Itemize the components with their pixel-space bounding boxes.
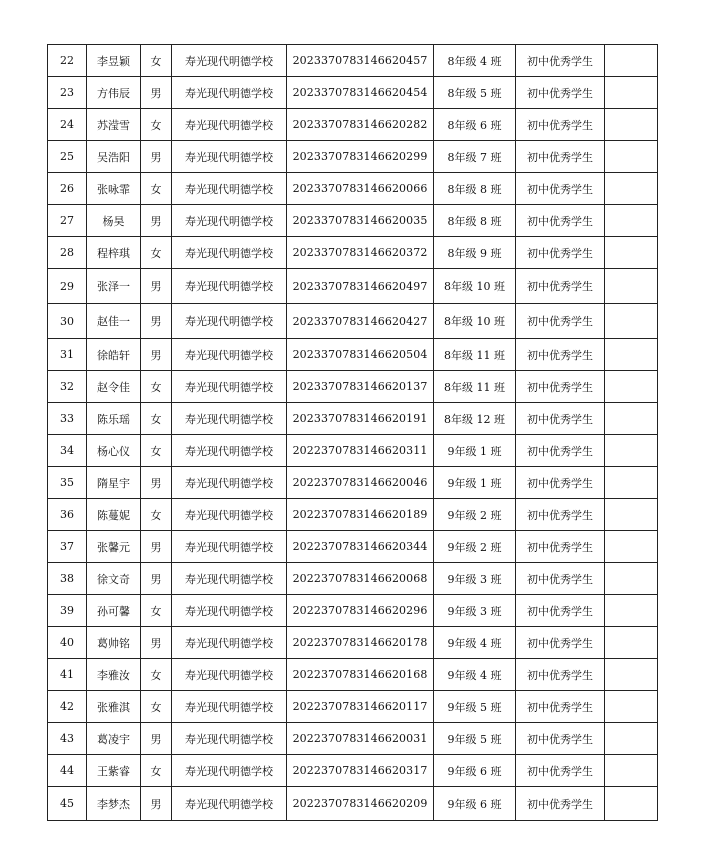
honor-title: 初中优秀学生 bbox=[516, 691, 605, 723]
student-id: 2022370783146620344 bbox=[287, 531, 434, 563]
student-id: 2023370783146620066 bbox=[287, 173, 434, 205]
class-name: 8年级 10 班 bbox=[434, 304, 516, 339]
class-name: 8年级 5 班 bbox=[434, 77, 516, 109]
student-name: 葛帅铭 bbox=[87, 627, 141, 659]
honor-title: 初中优秀学生 bbox=[516, 659, 605, 691]
remarks-cell bbox=[605, 467, 658, 499]
class-name: 8年级 4 班 bbox=[434, 45, 516, 77]
student-id: 2023370783146620372 bbox=[287, 237, 434, 269]
honor-title: 初中优秀学生 bbox=[516, 723, 605, 755]
row-number: 22 bbox=[48, 45, 87, 77]
student-name: 苏滢雪 bbox=[87, 109, 141, 141]
remarks-cell bbox=[605, 627, 658, 659]
student-id: 2023370783146620191 bbox=[287, 403, 434, 435]
class-name: 8年级 11 班 bbox=[434, 371, 516, 403]
school-name: 寿光现代明德学校 bbox=[172, 205, 287, 237]
student-name: 程梓琪 bbox=[87, 237, 141, 269]
student-name: 杨昊 bbox=[87, 205, 141, 237]
student-name: 赵佳一 bbox=[87, 304, 141, 339]
school-name: 寿光现代明德学校 bbox=[172, 45, 287, 77]
class-name: 9年级 3 班 bbox=[434, 595, 516, 627]
school-name: 寿光现代明德学校 bbox=[172, 173, 287, 205]
student-name: 张馨元 bbox=[87, 531, 141, 563]
remarks-cell bbox=[605, 339, 658, 371]
table-row bbox=[48, 339, 658, 371]
student-name: 王紫睿 bbox=[87, 755, 141, 787]
student-id: 2022370783146620168 bbox=[287, 659, 434, 691]
school-name: 寿光现代明德学校 bbox=[172, 787, 287, 821]
class-name: 8年级 12 班 bbox=[434, 403, 516, 435]
school-name: 寿光现代明德学校 bbox=[172, 304, 287, 339]
student-id: 2022370783146620046 bbox=[287, 467, 434, 499]
class-name: 9年级 1 班 bbox=[434, 435, 516, 467]
honor-title: 初中优秀学生 bbox=[516, 45, 605, 77]
remarks-cell bbox=[605, 109, 658, 141]
student-name: 张咏霏 bbox=[87, 173, 141, 205]
school-name: 寿光现代明德学校 bbox=[172, 595, 287, 627]
remarks-cell bbox=[605, 595, 658, 627]
class-name: 9年级 3 班 bbox=[434, 563, 516, 595]
school-name: 寿光现代明德学校 bbox=[172, 237, 287, 269]
row-number: 43 bbox=[48, 723, 87, 755]
row-number: 32 bbox=[48, 371, 87, 403]
student-honor-table bbox=[47, 44, 658, 821]
table-row bbox=[48, 173, 658, 205]
student-name: 李梦杰 bbox=[87, 787, 141, 821]
student-id: 2023370783146620504 bbox=[287, 339, 434, 371]
school-name: 寿光现代明德学校 bbox=[172, 563, 287, 595]
table-row bbox=[48, 563, 658, 595]
class-name: 9年级 5 班 bbox=[434, 691, 516, 723]
student-gender: 女 bbox=[141, 435, 172, 467]
student-id: 2023370783146620427 bbox=[287, 304, 434, 339]
honor-title: 初中优秀学生 bbox=[516, 304, 605, 339]
row-number: 23 bbox=[48, 77, 87, 109]
class-name: 8年级 10 班 bbox=[434, 269, 516, 304]
school-name: 寿光现代明德学校 bbox=[172, 339, 287, 371]
remarks-cell bbox=[605, 304, 658, 339]
student-name: 葛凌宇 bbox=[87, 723, 141, 755]
student-gender: 女 bbox=[141, 691, 172, 723]
student-gender: 女 bbox=[141, 755, 172, 787]
student-gender: 女 bbox=[141, 499, 172, 531]
school-name: 寿光现代明德学校 bbox=[172, 269, 287, 304]
student-name: 徐文奇 bbox=[87, 563, 141, 595]
student-gender: 女 bbox=[141, 371, 172, 403]
remarks-cell bbox=[605, 141, 658, 173]
table-body bbox=[48, 45, 658, 821]
student-gender: 男 bbox=[141, 339, 172, 371]
honor-title: 初中优秀学生 bbox=[516, 109, 605, 141]
table-row bbox=[48, 755, 658, 787]
student-gender: 男 bbox=[141, 531, 172, 563]
student-id: 2022370783146620117 bbox=[287, 691, 434, 723]
student-id: 2022370783146620178 bbox=[287, 627, 434, 659]
school-name: 寿光现代明德学校 bbox=[172, 691, 287, 723]
honor-title: 初中优秀学生 bbox=[516, 627, 605, 659]
honor-title: 初中优秀学生 bbox=[516, 205, 605, 237]
table-row bbox=[48, 499, 658, 531]
school-name: 寿光现代明德学校 bbox=[172, 77, 287, 109]
row-number: 45 bbox=[48, 787, 87, 821]
student-gender: 男 bbox=[141, 627, 172, 659]
school-name: 寿光现代明德学校 bbox=[172, 141, 287, 173]
student-name: 张泽一 bbox=[87, 269, 141, 304]
honor-title: 初中优秀学生 bbox=[516, 403, 605, 435]
table-row bbox=[48, 237, 658, 269]
row-number: 35 bbox=[48, 467, 87, 499]
row-number: 33 bbox=[48, 403, 87, 435]
student-name: 陈乐瑶 bbox=[87, 403, 141, 435]
row-number: 28 bbox=[48, 237, 87, 269]
table-row bbox=[48, 627, 658, 659]
table-row bbox=[48, 595, 658, 627]
row-number: 29 bbox=[48, 269, 87, 304]
school-name: 寿光现代明德学校 bbox=[172, 659, 287, 691]
row-number: 26 bbox=[48, 173, 87, 205]
remarks-cell bbox=[605, 371, 658, 403]
remarks-cell bbox=[605, 403, 658, 435]
row-number: 36 bbox=[48, 499, 87, 531]
student-gender: 男 bbox=[141, 77, 172, 109]
row-number: 39 bbox=[48, 595, 87, 627]
row-number: 44 bbox=[48, 755, 87, 787]
honor-title: 初中优秀学生 bbox=[516, 77, 605, 109]
class-name: 8年级 11 班 bbox=[434, 339, 516, 371]
table-row bbox=[48, 371, 658, 403]
table-row bbox=[48, 304, 658, 339]
row-number: 27 bbox=[48, 205, 87, 237]
student-id: 2022370783146620031 bbox=[287, 723, 434, 755]
class-name: 9年级 1 班 bbox=[434, 467, 516, 499]
honor-title: 初中优秀学生 bbox=[516, 269, 605, 304]
class-name: 9年级 2 班 bbox=[434, 531, 516, 563]
remarks-cell bbox=[605, 205, 658, 237]
student-gender: 女 bbox=[141, 173, 172, 205]
honor-title: 初中优秀学生 bbox=[516, 237, 605, 269]
student-name: 孙可馨 bbox=[87, 595, 141, 627]
student-gender: 女 bbox=[141, 109, 172, 141]
remarks-cell bbox=[605, 173, 658, 205]
student-gender: 男 bbox=[141, 467, 172, 499]
student-gender: 男 bbox=[141, 787, 172, 821]
class-name: 9年级 6 班 bbox=[434, 787, 516, 821]
student-name: 陈蔓妮 bbox=[87, 499, 141, 531]
table-row bbox=[48, 403, 658, 435]
row-number: 30 bbox=[48, 304, 87, 339]
student-id: 2023370783146620035 bbox=[287, 205, 434, 237]
remarks-cell bbox=[605, 755, 658, 787]
student-name: 张雅淇 bbox=[87, 691, 141, 723]
remarks-cell bbox=[605, 787, 658, 821]
honor-title: 初中优秀学生 bbox=[516, 595, 605, 627]
row-number: 31 bbox=[48, 339, 87, 371]
table-row bbox=[48, 141, 658, 173]
remarks-cell bbox=[605, 435, 658, 467]
school-name: 寿光现代明德学校 bbox=[172, 109, 287, 141]
student-name: 杨心仪 bbox=[87, 435, 141, 467]
student-id: 2022370783146620296 bbox=[287, 595, 434, 627]
school-name: 寿光现代明德学校 bbox=[172, 531, 287, 563]
honor-title: 初中优秀学生 bbox=[516, 499, 605, 531]
student-id: 2023370783146620282 bbox=[287, 109, 434, 141]
honor-title: 初中优秀学生 bbox=[516, 467, 605, 499]
school-name: 寿光现代明德学校 bbox=[172, 371, 287, 403]
student-gender: 女 bbox=[141, 595, 172, 627]
student-gender: 男 bbox=[141, 304, 172, 339]
table-row bbox=[48, 787, 658, 821]
table-row bbox=[48, 691, 658, 723]
honor-title: 初中优秀学生 bbox=[516, 173, 605, 205]
student-id: 2023370783146620299 bbox=[287, 141, 434, 173]
honor-title: 初中优秀学生 bbox=[516, 755, 605, 787]
student-name: 李昱颖 bbox=[87, 45, 141, 77]
student-gender: 男 bbox=[141, 205, 172, 237]
class-name: 9年级 5 班 bbox=[434, 723, 516, 755]
class-name: 8年级 8 班 bbox=[434, 173, 516, 205]
class-name: 9年级 6 班 bbox=[434, 755, 516, 787]
table-row bbox=[48, 723, 658, 755]
school-name: 寿光现代明德学校 bbox=[172, 435, 287, 467]
student-name: 隋星宇 bbox=[87, 467, 141, 499]
remarks-cell bbox=[605, 659, 658, 691]
row-number: 41 bbox=[48, 659, 87, 691]
class-name: 8年级 6 班 bbox=[434, 109, 516, 141]
remarks-cell bbox=[605, 499, 658, 531]
student-gender: 男 bbox=[141, 723, 172, 755]
table-row bbox=[48, 435, 658, 467]
student-gender: 男 bbox=[141, 563, 172, 595]
student-name: 方伟辰 bbox=[87, 77, 141, 109]
honor-title: 初中优秀学生 bbox=[516, 339, 605, 371]
remarks-cell bbox=[605, 723, 658, 755]
student-name: 徐皓轩 bbox=[87, 339, 141, 371]
student-id: 2022370783146620317 bbox=[287, 755, 434, 787]
class-name: 9年级 4 班 bbox=[434, 627, 516, 659]
row-number: 24 bbox=[48, 109, 87, 141]
class-name: 9年级 2 班 bbox=[434, 499, 516, 531]
row-number: 42 bbox=[48, 691, 87, 723]
student-name: 赵令佳 bbox=[87, 371, 141, 403]
remarks-cell bbox=[605, 45, 658, 77]
row-number: 40 bbox=[48, 627, 87, 659]
row-number: 37 bbox=[48, 531, 87, 563]
table-row bbox=[48, 205, 658, 237]
remarks-cell bbox=[605, 563, 658, 595]
class-name: 8年级 9 班 bbox=[434, 237, 516, 269]
school-name: 寿光现代明德学校 bbox=[172, 499, 287, 531]
school-name: 寿光现代明德学校 bbox=[172, 627, 287, 659]
remarks-cell bbox=[605, 531, 658, 563]
student-id: 2022370783146620311 bbox=[287, 435, 434, 467]
table-row bbox=[48, 77, 658, 109]
row-number: 38 bbox=[48, 563, 87, 595]
school-name: 寿光现代明德学校 bbox=[172, 755, 287, 787]
remarks-cell bbox=[605, 237, 658, 269]
table-row bbox=[48, 659, 658, 691]
school-name: 寿光现代明德学校 bbox=[172, 723, 287, 755]
row-number: 25 bbox=[48, 141, 87, 173]
table-row bbox=[48, 531, 658, 563]
honor-title: 初中优秀学生 bbox=[516, 531, 605, 563]
class-name: 9年级 4 班 bbox=[434, 659, 516, 691]
student-gender: 女 bbox=[141, 403, 172, 435]
student-id: 2023370783146620457 bbox=[287, 45, 434, 77]
student-gender: 男 bbox=[141, 141, 172, 173]
class-name: 8年级 8 班 bbox=[434, 205, 516, 237]
class-name: 8年级 7 班 bbox=[434, 141, 516, 173]
honor-title: 初中优秀学生 bbox=[516, 141, 605, 173]
row-number: 34 bbox=[48, 435, 87, 467]
student-id: 2023370783146620137 bbox=[287, 371, 434, 403]
student-gender: 女 bbox=[141, 45, 172, 77]
table-row bbox=[48, 467, 658, 499]
school-name: 寿光现代明德学校 bbox=[172, 403, 287, 435]
student-name: 李雅汝 bbox=[87, 659, 141, 691]
student-gender: 女 bbox=[141, 237, 172, 269]
student-id: 2022370783146620189 bbox=[287, 499, 434, 531]
honor-title: 初中优秀学生 bbox=[516, 787, 605, 821]
student-id: 2023370783146620497 bbox=[287, 269, 434, 304]
school-name: 寿光现代明德学校 bbox=[172, 467, 287, 499]
remarks-cell bbox=[605, 77, 658, 109]
student-id: 2023370783146620454 bbox=[287, 77, 434, 109]
student-id: 2022370783146620068 bbox=[287, 563, 434, 595]
remarks-cell bbox=[605, 691, 658, 723]
table-row bbox=[48, 45, 658, 77]
student-gender: 女 bbox=[141, 659, 172, 691]
student-gender: 男 bbox=[141, 269, 172, 304]
honor-title: 初中优秀学生 bbox=[516, 563, 605, 595]
table-row bbox=[48, 109, 658, 141]
honor-title: 初中优秀学生 bbox=[516, 371, 605, 403]
student-name: 吴浩阳 bbox=[87, 141, 141, 173]
student-id: 2022370783146620209 bbox=[287, 787, 434, 821]
remarks-cell bbox=[605, 269, 658, 304]
table-row bbox=[48, 269, 658, 304]
honor-title: 初中优秀学生 bbox=[516, 435, 605, 467]
